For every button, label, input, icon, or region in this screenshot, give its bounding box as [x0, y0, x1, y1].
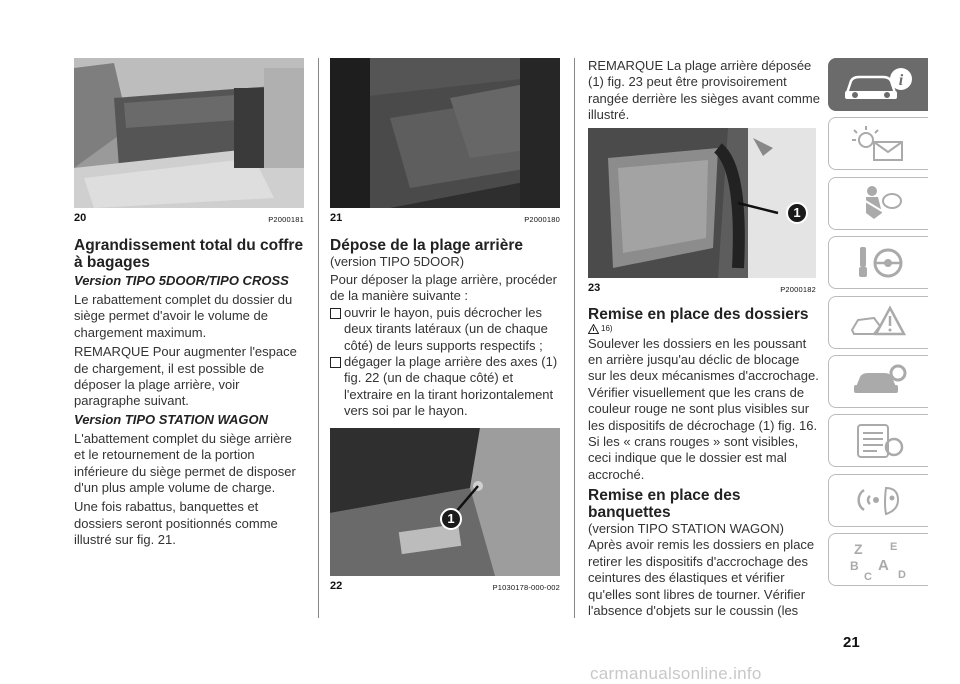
maintenance-car-icon	[844, 361, 914, 401]
warning-triangle-icon	[588, 324, 599, 334]
index-letter: C	[863, 570, 872, 582]
figure-20-caption	[74, 210, 304, 224]
figure-code: P2000181	[268, 215, 304, 224]
figure-21-photo	[330, 58, 560, 208]
checkbox-bullet-icon	[330, 357, 341, 368]
column-divider	[574, 58, 575, 618]
bullet-text: ouvrir le hayon, puis décrocher les deux tirants latéraux (un de chaque côté) de leurs supports respectifs ;	[344, 304, 548, 353]
figure-number: 23	[588, 281, 601, 294]
figure-number: 21	[330, 212, 343, 224]
version-note: (version TIPO STATION WAGON)	[588, 521, 784, 537]
tab-dashboard[interactable]	[828, 58, 928, 111]
multimedia-icon	[844, 480, 914, 520]
tab-maintenance[interactable]	[828, 355, 928, 408]
figure-22-photo	[330, 428, 560, 576]
callout-1: 1	[440, 508, 462, 530]
figure-22-caption	[330, 578, 560, 592]
figure-number: 22	[330, 579, 343, 592]
parcel-shelf-pin-illustration	[330, 428, 560, 576]
bullet-text: dégager la plage arrière des axes (1) fig. 22 (un de chaque côté) et l'extraire en la tirant horizontalement vers soi par le hayon.	[344, 354, 558, 419]
index-letter: D	[897, 568, 906, 581]
tab-safety[interactable]	[828, 177, 928, 230]
paragraph: Pour déposer la plage arrière, procéder de la manière suivante :	[330, 272, 557, 304]
section-heading: Agrandissement total du coffre à bagages	[74, 237, 304, 271]
paragraph: REMARQUE Pour augmenter l'espace de chargement, il est possible de déposer la plage arrière, voir paragraphe suivant.	[74, 344, 297, 409]
paragraph: Le rabattement complet du dossier du siège permet d'avoir le volume de chargement maximum.	[74, 292, 293, 340]
figure-21-caption	[330, 210, 560, 224]
paragraph: Après avoir remis les dossiers en place retirer les dispositifs d'accrochage des ceintures des élastiques et vérifier qu'elles sont libres de tourner. Vérifier l'absence d'objets sur le coussin (les	[588, 537, 815, 618]
tab-warning-lights[interactable]	[828, 117, 928, 170]
airbag-seat-icon	[844, 183, 914, 223]
figure-code: P2000182	[780, 284, 816, 294]
warning-ref-text: 16)	[601, 324, 613, 334]
checkbox-bullet-icon	[330, 308, 341, 319]
tab-index[interactable]	[828, 533, 928, 586]
figure-number: 20	[74, 212, 87, 224]
tab-emergency[interactable]	[828, 296, 928, 349]
paragraph: REMARQUE La plage arrière déposée (1) fig. 23 peut être provisoirement rangée derrière les sièges avant comme illustré.	[588, 58, 820, 123]
version-subheading: Version TIPO 5DOOR/TIPO CROSS	[74, 273, 289, 288]
column-divider	[318, 58, 319, 618]
tab-multimedia[interactable]	[828, 474, 928, 527]
index-letter: A	[877, 556, 889, 574]
bullet-item	[330, 305, 562, 354]
figure-23-photo	[588, 128, 816, 278]
index-letter: E	[889, 540, 897, 553]
shelf-stowed-illustration	[588, 128, 816, 278]
paragraph: L'abattement complet du siège arrière et le retournement de la portion inférieure du siège permet de disposer d'un plus ample volume de charge.	[74, 430, 296, 496]
version-note: (version TIPO 5DOOR)	[330, 254, 465, 269]
section-heading: Remise en place des dossiers	[588, 305, 809, 323]
figure-20-photo	[74, 58, 304, 208]
seat-folded-illustration	[74, 58, 304, 208]
column-3	[588, 58, 820, 619]
tab-starting-driving[interactable]	[828, 236, 928, 289]
index-letters-icon	[844, 538, 914, 582]
emergency-icon	[844, 302, 914, 342]
page-number: 21	[843, 634, 860, 651]
tab-specifications[interactable]	[828, 414, 928, 467]
section-heading: Remise en place des banquettes	[588, 487, 741, 522]
paragraph: Soulever les dossiers en les poussant en arrière jusqu'au déclic de blocage sur les deux mécanismes d'accrochage. Vérifier visuellement que les crans de couleur rouge ne sont plus visibles sur les dispositifs de décrochage (1) fig. 16. Si les « crans rouges » sont visibles, ceci indique que le dossier est mal accroché.	[588, 335, 819, 482]
info-letter: i	[898, 71, 903, 89]
chapter-tabs	[828, 58, 928, 593]
paragraph: Une fois rabattus, banquettes et dossiers seront positionnés comme illustré sur fig. 21.	[74, 499, 278, 548]
specifications-list-icon	[844, 421, 914, 461]
bullet-item	[330, 354, 562, 420]
column-2	[330, 58, 562, 592]
trunk-seats-folded-illustration	[330, 58, 560, 208]
index-letter: B	[849, 558, 859, 573]
figure-23-caption	[588, 280, 816, 294]
key-steering-icon	[844, 243, 914, 283]
warning-reference	[588, 324, 820, 334]
index-letter: Z	[853, 540, 863, 557]
watermark: carmanualsonline.info	[590, 664, 762, 683]
warning-lights-icon	[844, 124, 914, 164]
figure-code: P2000180	[524, 215, 560, 224]
column-1	[74, 58, 306, 549]
version-subheading: Version TIPO STATION WAGON	[74, 411, 269, 427]
callout-1: 1	[786, 202, 808, 224]
figure-code: P1030178-000-002	[492, 582, 560, 592]
car-info-icon	[839, 65, 919, 105]
section-heading: Dépose de la plage arrière	[330, 237, 523, 254]
